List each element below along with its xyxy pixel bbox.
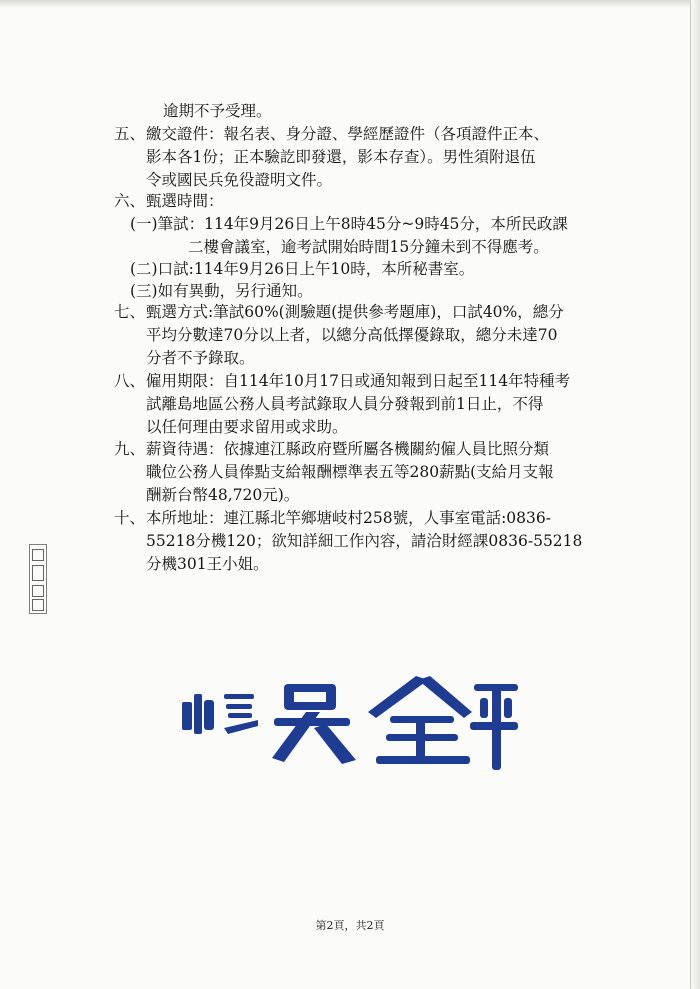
item-number: 七、 — [114, 303, 146, 321]
text-line: (二)口試:114年9月26日上午10時，本所秘書室。 — [130, 260, 475, 278]
side-seal-stamp — [29, 544, 47, 614]
text-line: 影本各1份；正本驗訖即發還，影本存查）。男性須附退伍 — [146, 148, 536, 166]
text-line: (一)筆試：114年9月26日上午8時45分~9時45分，本所民政課 — [130, 215, 568, 233]
text-line: 以任何理由要求留用或求助。 — [146, 418, 348, 436]
text-line: 試離島地區公務人員考試錄取人員分發報到前1日止，不得 — [146, 395, 544, 413]
text-line: 55218分機120；欲知詳細工作內容，請洽財經課0836-55218 — [146, 532, 583, 550]
text-line: 職位公務人員俸點支給報酬標準表五等280薪點(支給月支報 — [146, 463, 554, 481]
text-line: (三)如有異動，另行通知。 — [130, 282, 313, 300]
text-line: 甄選時間： — [146, 192, 224, 210]
text-line: 繳交證件：報名表、身分證、學經歷證件（各項證件正本、 — [146, 125, 550, 143]
scan-border-right — [690, 0, 700, 989]
item-number: 六、 — [114, 192, 146, 210]
text-line: 二樓會議室，逾考試開始時間15分鐘未到不得應考。 — [188, 238, 549, 256]
text-line: 分機301王小姐。 — [146, 555, 269, 573]
signature-stamp — [180, 672, 520, 772]
item-number: 九、 — [114, 440, 146, 458]
item-number: 五、 — [114, 125, 146, 143]
text-line: 本所地址：連江縣北竿鄉塘岐村258號，人事室電話:0836- — [146, 509, 551, 527]
scan-border-top — [0, 0, 700, 8]
text-line: 僱用期限：自114年10月17日或通知報到日起至114年特種考 — [146, 372, 571, 390]
item-number: 八、 — [114, 372, 146, 390]
scan-edge-line — [690, 0, 691, 989]
text-line: 酬新台幣48,720元)。 — [146, 486, 300, 504]
text-line: 令或國民兵免役證明文件。 — [146, 171, 333, 189]
text-line: 分者不予錄取。 — [146, 349, 255, 367]
text-line: 甄選方式:筆試60%(測驗題(提供參考題庫)，口試40%，總分 — [146, 303, 564, 321]
item-number: 十、 — [114, 509, 146, 527]
text-line: 逾期不予受理。 — [163, 102, 272, 120]
text-line: 薪資待遇：依據連江縣政府暨所屬各機關約僱人員比照分類 — [146, 440, 550, 458]
signature-stamp-graphic — [180, 672, 520, 772]
text-line: 平均分數達70分以上者，以總分高低擇優錄取，總分未達70 — [146, 326, 558, 344]
page-footer: 第2頁，共2頁 — [315, 919, 385, 932]
